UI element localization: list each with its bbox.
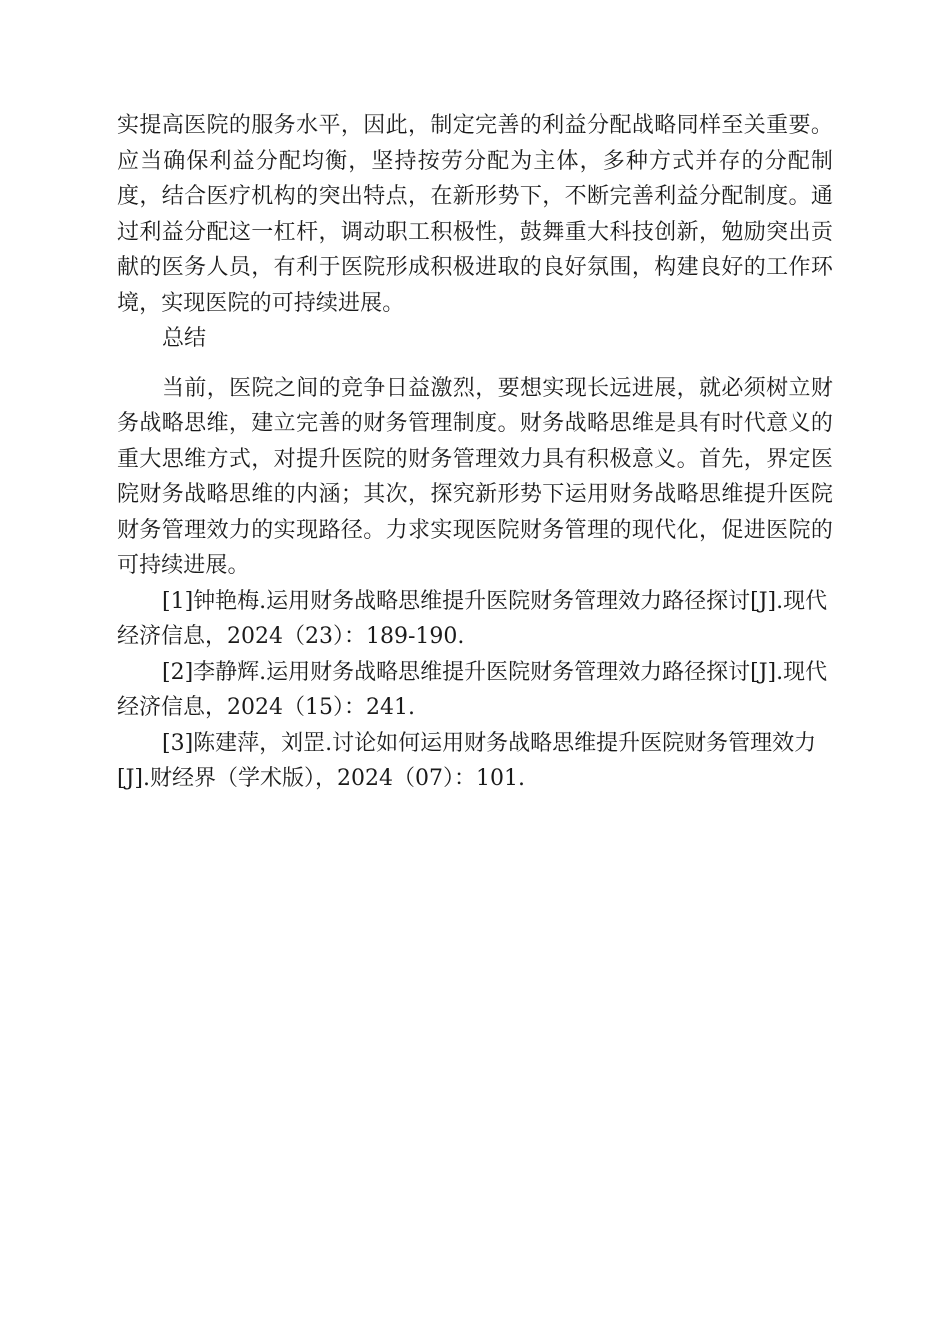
summary-paragraph: 当前，医院之间的竞争日益激烈，要想实现长远进展，就必须树立财务战略思维，建立完善的财务管理制度。财务战略思维是具有时代意义的重大思维方式，对提升医院的财务管理效力具有积极意义。首先，界定医院财务战略思维的内涵；其次，探究新形势下运用财务战略思维提升医院财务管理效力的实现路径。力求实现医院财务管理的现代化，促进医院的可持续进展。 [117, 375, 833, 578]
reference-list [117, 584, 833, 797]
reference-item: [1]钟艳梅.运用财务战略思维提升医院财务管理效力路径探讨[J].现代经济信息，2024（23）：189-190. [117, 588, 828, 649]
body-paragraph: 实提高医院的服务水平，因此，制定完善的利益分配战略同样至关重要。应当确保利益分配均衡，坚持按劳分配为主体，多种方式并存的分配制度，结合医疗机构的突出特点，在新形势下，不断完善利益分配制度。通过利益分配这一杠杆，调动职工积极性，鼓舞重大科技创新，勉励突出贡献的医务人员，有利于医院形成积极进取的良好氛围，构建良好的工作环境，实现医院的可持续进展。 [117, 113, 833, 316]
section-heading-summary: 总结 [162, 326, 207, 351]
reference-item: [3]陈建萍，刘罡.讨论如何运用财务战略思维提升医院财务管理效力[J].财经界（学术版），2024（07）：101. [117, 730, 817, 791]
document-page [117, 108, 833, 797]
reference-item: [2]李静辉.运用财务战略思维提升医院财务管理效力路径探讨[J].现代经济信息，2024（15）：241. [117, 659, 828, 720]
